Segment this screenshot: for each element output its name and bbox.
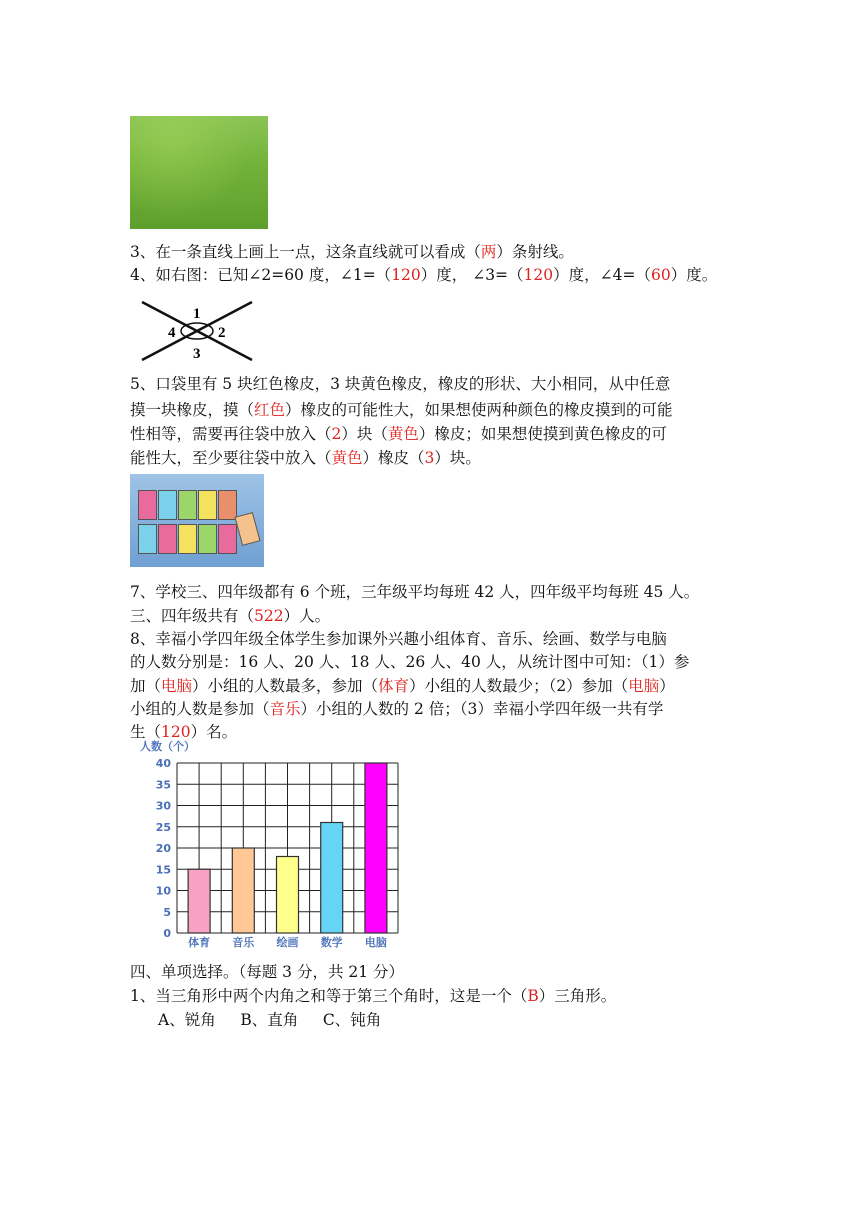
q8-answer: 电脑 xyxy=(161,677,193,695)
angle-label-3: 3 xyxy=(193,346,201,362)
angle-label-1: 1 xyxy=(193,306,201,322)
q3-text-end: ）条射线。 xyxy=(496,243,574,261)
grass-photo xyxy=(130,116,268,229)
x-tick-label: 体育 xyxy=(188,936,211,949)
chart-ylabel: 人数（个） xyxy=(140,740,195,753)
q7-text: 三、四年级共有（ xyxy=(130,607,255,625)
q4-answer-1: 120 xyxy=(391,266,421,284)
q5-answer: 2 xyxy=(331,425,342,443)
question-8-line-2 xyxy=(130,651,689,673)
s4q1-text: 1、当三角形中两个内角之和等于第三个角时，这是一个（ xyxy=(130,987,528,1005)
section-4-title xyxy=(130,961,404,983)
section-4-question-1-options xyxy=(158,1009,381,1031)
bar-chart xyxy=(140,736,410,952)
question-4 xyxy=(130,264,717,286)
y-tick-label: 10 xyxy=(155,884,171,898)
q5-text: 性相等，需要再往袋中放入（ xyxy=(130,425,332,443)
s4q1-answer: B xyxy=(527,987,539,1005)
q5-answer: 3 xyxy=(424,449,435,467)
y-tick-label: 30 xyxy=(155,799,171,813)
y-tick-label: 35 xyxy=(155,778,171,792)
x-tick-label: 绘画 xyxy=(276,936,299,949)
s4q1-text: ）三角形。 xyxy=(538,987,617,1005)
x-tick-label: 音乐 xyxy=(232,936,255,949)
angle-label-4: 4 xyxy=(168,325,176,341)
q4-text: 4、如右图：已知∠2=60 度，∠1=（ xyxy=(130,266,392,284)
q8-answer: 体育 xyxy=(378,677,410,695)
q5-text: ）橡皮（ xyxy=(362,449,425,467)
y-tick-label: 25 xyxy=(155,820,171,834)
y-tick-label: 5 xyxy=(163,905,171,919)
erasers-photo xyxy=(130,474,264,567)
question-8-line-4 xyxy=(130,698,663,720)
question-7-line-1 xyxy=(130,581,699,603)
q5-text: ）块。 xyxy=(434,449,481,467)
q8-text: 8、幸福小学四年级全体学生参加课外兴趣小组体育、音乐、绘画、数学与电脑 xyxy=(130,630,667,648)
q8-text: 生（ xyxy=(130,723,162,741)
q5-answer: 黄色 xyxy=(387,425,419,443)
question-5-line-4 xyxy=(130,447,481,469)
q5-text: 5、口袋里有 5 块红色橡皮，3 块黄色橡皮，橡皮的形状、大小相同，从中任意 xyxy=(130,375,671,393)
section-4-question-1 xyxy=(130,985,616,1007)
angle-label-2: 2 xyxy=(218,325,226,341)
q8-text: ）名。 xyxy=(190,723,238,741)
question-5-line-2 xyxy=(130,399,673,421)
question-8-line-3 xyxy=(130,675,675,697)
q4-answer-3: 60 xyxy=(650,266,671,284)
y-tick-label: 40 xyxy=(155,757,171,770)
q5-text: 摸一块橡皮，摸（ xyxy=(130,401,255,419)
q4-text-2: ）度， ∠3=（ xyxy=(420,266,524,284)
q7-answer: 522 xyxy=(254,607,284,625)
q8-text: 加（ xyxy=(130,677,162,695)
q4-text-3: ）度，∠4=（ xyxy=(553,266,651,284)
bar xyxy=(232,848,254,933)
q4-text-4: ）度。 xyxy=(670,266,718,284)
q5-answer: 黄色 xyxy=(331,449,363,467)
bar xyxy=(188,869,210,933)
q7-text: 7、学校三、四年级都有 6 个班，三年级平均每班 42 人，四年级平均每班 45 人。 xyxy=(130,583,700,601)
q3-text: 3、在一条直线上画上一点，这条直线就可以看成（ xyxy=(130,243,481,261)
q5-text: ）块（ xyxy=(341,425,388,443)
section-4-title-text: 四、单项选择。（每题 3 分，共 21 分） xyxy=(130,963,405,981)
y-tick-label: 0 xyxy=(163,927,171,940)
q7-text: ）人。 xyxy=(283,607,331,625)
q8-text: ）小组的人数最少；（2）参加（ xyxy=(409,677,629,695)
x-tick-label: 数学 xyxy=(320,936,343,949)
q3-answer: 两 xyxy=(480,243,497,261)
q8-text: 的人数分别是：16 人、20 人、18 人、26 人、40 人，从统计图中可知：（1）参 xyxy=(130,653,690,671)
q8-answer: 电脑 xyxy=(628,677,660,695)
question-5-line-3 xyxy=(130,423,667,445)
question-3 xyxy=(130,241,574,263)
q4-answer-2: 120 xyxy=(523,266,554,284)
bar xyxy=(365,763,387,933)
x-tick-label: 电脑 xyxy=(364,936,387,949)
angle-figure xyxy=(138,298,256,364)
q8-answer: 120 xyxy=(161,723,191,741)
q8-text: ）小组的人数最多，参加（ xyxy=(192,677,379,695)
question-5-line-1 xyxy=(130,373,670,395)
q8-text: 小组的人数是参加（ xyxy=(130,700,270,718)
bar xyxy=(277,857,299,934)
y-tick-label: 15 xyxy=(155,863,171,877)
y-tick-label: 20 xyxy=(155,842,171,855)
q8-text: ） xyxy=(659,677,675,695)
q5-text: ）橡皮的可能性大，如果想使两种颜色的橡皮摸到的可能 xyxy=(285,401,673,419)
question-7-line-2 xyxy=(130,605,330,627)
q8-text: ）小组的人数的 2 倍；（3）幸福小学四年级一共有学 xyxy=(300,700,664,718)
q5-answer: 红色 xyxy=(254,401,286,419)
q5-text: ）橡皮；如果想使摸到黄色橡皮的可 xyxy=(418,425,667,443)
q8-answer: 音乐 xyxy=(269,700,301,718)
bar xyxy=(321,823,343,934)
s4q1-options: A、锐角 B、直角 C、钝角 xyxy=(158,1011,382,1029)
q5-text: 能性大，至少要往袋中放入（ xyxy=(130,449,332,467)
question-8-line-1 xyxy=(130,628,667,650)
